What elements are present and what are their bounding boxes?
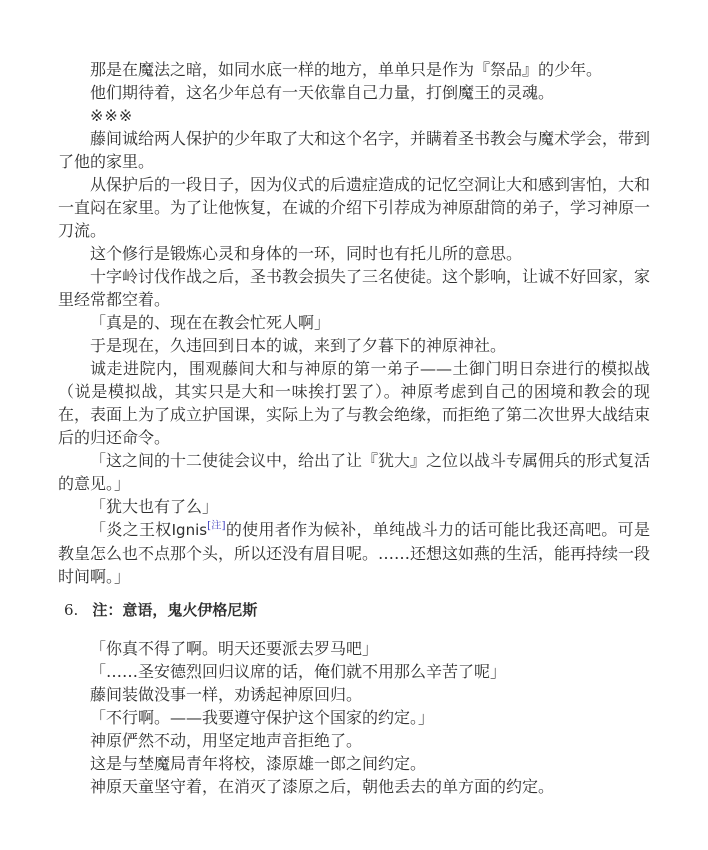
paragraph-text: 的使用者作为候补，单纯战斗力的话可能比我还高吧。可是教皇怎么也不点那个头，所以还没有眉目呢。……还想这如燕的生活，能再持续一段时间啊。」 [58, 520, 651, 586]
paragraph: 藤间装做没事一样，劝诱起神原回归。 [90, 685, 363, 704]
paragraph: 「真是的、现在在教会忙死人啊」 [90, 313, 331, 332]
paragraph: 「……圣安德烈回归议席的话，俺们就不用那么辛苦了呢」 [90, 662, 507, 681]
paragraph: 这是与埜魔局青年将校，漆原雄一郎之间约定。 [90, 754, 427, 773]
paragraph: 十字岭讨伐作战之后，圣书教会损失了三名使徒。这个影响，让诚不好回家，家里经常都空着。 [58, 267, 651, 309]
footnote-number: 6. [64, 601, 79, 619]
paragraph [58, 518, 650, 588]
footnote-item [58, 599, 650, 622]
paragraph: 从保护后的一段日子，因为仪式的后遗症造成的记忆空洞让大和感到害怕，大和一直闷在家里。为了让他恢复，在诚的介绍下引荐成为神原甜筒的弟子，学习神原一刀流。 [58, 175, 651, 240]
paragraph: 于是现在，久违回到日本的诚，来到了夕暮下的神原神社。 [90, 336, 507, 355]
paragraph: 这个修行是锻炼心灵和身体的一环，同时也有托儿所的意思。 [90, 244, 523, 263]
paragraph: 藤间诚给两人保护的少年取了大和这个名字，并瞒着圣书教会与魔术学会，带到了他的家里。 [58, 129, 651, 171]
section-separator: ※※※ [90, 106, 134, 125]
paragraph: 「这之间的十二使徒会议中，给出了让『犹大』之位以战斗专属佣兵的形式复活的意见。」 [58, 451, 651, 493]
latin-term: Ignis [171, 521, 208, 539]
paragraph: 那是在魔法之暗，如同水底一样的地方，单单只是作为『祭品』的少年。 [90, 60, 603, 79]
paragraph: 「犹大也有了么」 [90, 497, 219, 516]
paragraph-text: 「炎之王权 [90, 520, 172, 539]
paragraph: 诚走进院内，围观藤间大和与神原的第一弟子——土御门明日奈进行的模拟战（说是模拟战，其实只是大和一味挨打罢了）。神原考虑到自己的困境和教会的现在，表面上为了成立护国课，实际上为了与教会绝缘，而拒绝了第二次世界大战结束后的归还命令。 [58, 359, 651, 447]
footnote-ref-link[interactable]: [注] [207, 520, 226, 532]
paragraph: 「你真不得了啊。明天还要派去罗马吧」 [90, 639, 379, 658]
footnote-text: 注：意语，鬼火伊格尼斯 [92, 601, 258, 619]
paragraph: 神原天童坚守着，在消灭了漆原之后，朝他丢去的单方面的约定。 [90, 777, 555, 796]
paragraph: 神原俨然不动，用坚定地声音拒绝了。 [90, 731, 363, 750]
paragraph: 「不行啊。——我要遵守保护这个国家的约定。」 [90, 708, 435, 727]
paragraph: 他们期待着，这名少年总有一天依靠自己力量，打倒魔王的灵魂。 [90, 83, 555, 102]
